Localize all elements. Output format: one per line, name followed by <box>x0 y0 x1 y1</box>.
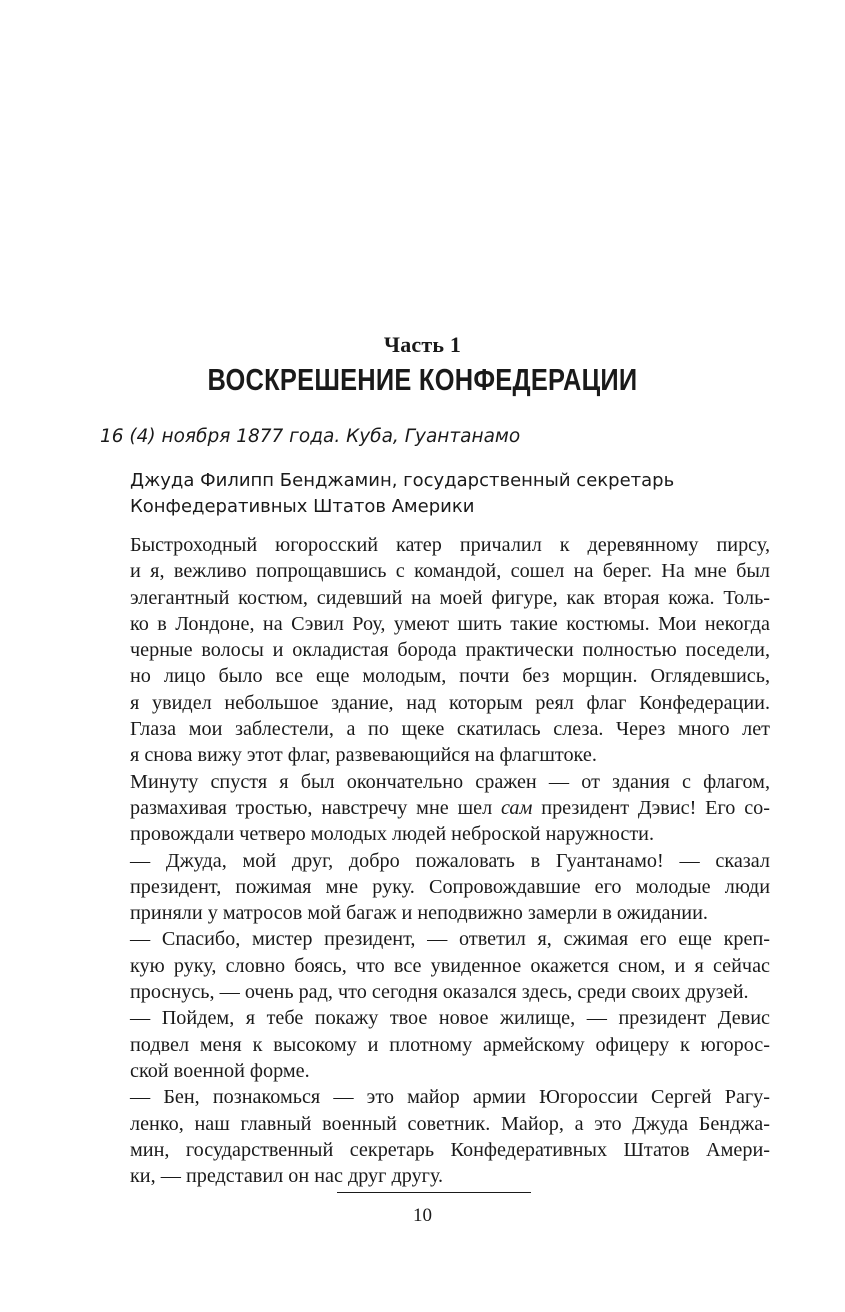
text-line: подвел меня к высокому и плотному армейскому офицеру к югорос- <box>130 1033 770 1056</box>
text-line: я увидел небольшое здание, над которым реял флаг Конфедерации. <box>130 691 770 714</box>
text-line: — Бен, познакомься — это майор армии Югороссии Сергей Рагу- <box>130 1086 770 1109</box>
text-line: — Пойдем, я тебе покажу твое новое жилище, — президент Девис <box>130 1007 770 1030</box>
pov-heading <box>130 468 750 520</box>
text-line: ки, — представил он нас друг другу. <box>130 1165 444 1188</box>
text-line: — Спасибо, мистер президент, — ответил я, сжимая его еще креп- <box>130 928 770 951</box>
text-line: ко в Лондоне, на Сэвил Роу, умеют шить такие костюмы. Мои некогда <box>130 612 770 635</box>
text-line: кую руку, словно боясь, что все увиденное окажется сном, и я сейчас <box>130 954 770 977</box>
emphasis: сам <box>501 796 533 819</box>
text-line: и я, вежливо попрощавшись с командой, сошел на берег. На мне был <box>130 560 770 583</box>
paragraph <box>100 532 770 769</box>
text-line: но лицо было все еще молодым, почти без морщин. Оглядевшись, <box>130 665 770 688</box>
body-text <box>100 532 770 1189</box>
text-line: президент, пожимая мне руку. Сопровождавшие его молодые люди <box>130 875 770 898</box>
paragraph <box>100 926 770 1005</box>
text-line: ленко, наш главный военный советник. Майор, а это Джуда Бенджа- <box>130 1112 770 1135</box>
paragraph <box>100 769 770 848</box>
pov-line: Конфедеративных Штатов Америки <box>130 496 475 517</box>
text-fragment: президент Дэвис! Его со- <box>532 796 770 819</box>
text-line: я снова вижу этот флаг, развевающийся на флагштоке. <box>130 744 597 767</box>
text-line: Глаза мои заблестели, а по щеке скатилась слеза. Через много лет <box>130 718 770 741</box>
text-line: Минуту спустя я был окончательно сражен — от здания с флагом, <box>130 770 770 793</box>
paragraph <box>100 848 770 927</box>
text-line: проснусь, — очень рад, что сегодня оказался здесь, среди своих друзей. <box>130 981 749 1004</box>
text-line: черные волосы и окладистая борода практически полностью поседели, <box>130 639 770 662</box>
text-line: мин, государственный секретарь Конфедеративных Штатов Амери- <box>130 1138 770 1161</box>
part-label: Часть 1 <box>383 332 462 357</box>
text-line: Быстроходный югоросский катер причалил к деревянному пирсу, <box>130 534 770 556</box>
paragraph <box>100 1084 770 1189</box>
text-line: элегантный костюм, сидевший на моей фигуре, как вторая кожа. Толь- <box>130 586 770 609</box>
text-line: ской военной форме. <box>130 1059 310 1082</box>
text-line: провождали четверо молодых людей неброской наружности. <box>130 823 654 846</box>
paragraph <box>100 1005 770 1084</box>
dateline: 16 (4) ноября 1877 года. Куба, Гуантанамо <box>100 426 521 447</box>
page-number: 10 <box>413 1205 432 1226</box>
footer-rule <box>337 1192 531 1193</box>
text-fragment: размахивая тростью, навстречу мне шел <box>130 796 501 819</box>
text-line: — Джуда, мой друг, добро пожаловать в Гуантанамо! — сказал <box>130 849 770 872</box>
text-line <box>100 795 770 821</box>
part-title: ВОСКРЕШЕНИЕ КОНФЕДЕРАЦИИ <box>207 362 638 397</box>
text-line: приняли у матросов мой багаж и неподвижно замерли в ожидании. <box>130 902 708 925</box>
pov-line: Джуда Филипп Бенджамин, государственный секретарь <box>130 470 675 491</box>
